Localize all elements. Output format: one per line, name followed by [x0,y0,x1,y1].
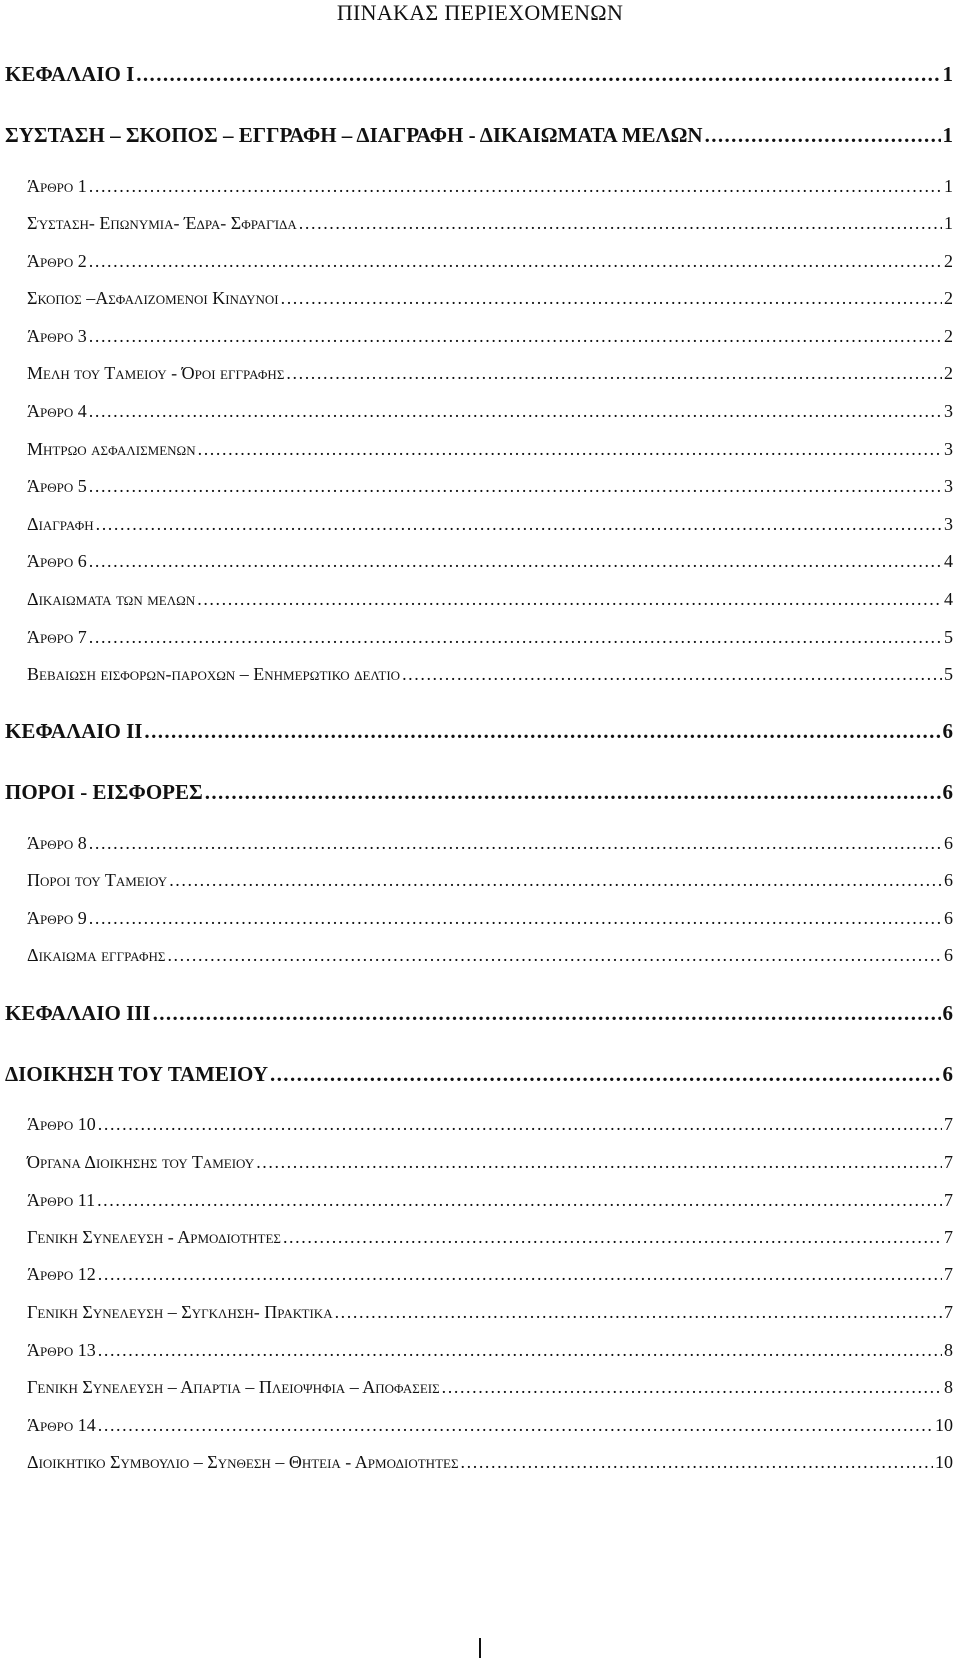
toc-entry-label: Ποροι του Ταμειου [27,870,168,890]
dot-leader [256,1152,942,1173]
toc-entry-label: ΚΕΦΑΛΑΙΟ ΙΙ [5,719,143,743]
toc-entry-label: Άρθρο 3 [27,326,87,346]
toc-entry-label: Βεβαιωση εισφορων-παροχων – Ενημερωτικο δελτιο [27,664,401,684]
toc-heading-entry[interactable] [5,780,953,805]
toc-entry-label: Όργανα Διοικησης του Ταμειου [27,1152,255,1172]
toc-entry[interactable] [27,476,953,497]
toc-entry-page: 4 [944,551,953,571]
toc-entry[interactable] [27,514,953,535]
toc-entry[interactable] [27,589,953,610]
dot-leader [198,439,942,460]
dot-leader [153,1001,941,1026]
dot-leader [89,627,942,648]
dot-leader [167,945,942,966]
dot-leader [335,1302,942,1323]
toc-entry-label: Άρθρο 5 [27,476,87,496]
toc-entry-page: 6 [942,1001,953,1025]
toc-entry-label: Άρθρο 6 [27,551,87,571]
toc-entry-page: 2 [944,363,953,383]
toc-entry-label: Άρθρο 2 [27,251,87,271]
dot-leader [286,363,942,384]
toc-entry-page: 10 [935,1415,953,1435]
toc-entry-label: Άρθρο 14 [27,1415,96,1435]
toc-entry[interactable] [27,439,953,460]
toc-entry-page: 2 [944,288,953,308]
dot-leader [197,589,942,610]
toc-entry[interactable] [27,1452,953,1473]
toc-entry[interactable] [27,870,953,891]
page-number [479,1638,481,1658]
toc-entry-page: 6 [944,833,953,853]
toc-entry-label: Άρθρο 7 [27,627,87,647]
dot-leader [89,176,942,197]
toc-entry[interactable] [27,1377,953,1398]
toc-entry[interactable] [27,288,953,309]
toc-entry-page: 1 [942,62,953,86]
dot-leader [461,1452,933,1473]
toc-entry-page: 7 [944,1152,953,1172]
toc-entry-page: 3 [944,476,953,496]
toc-entry-label: Γενικη Συνελευση – Συγκληση- Πρακτικα [27,1302,333,1322]
toc-entry[interactable] [27,1340,953,1361]
dot-leader [98,1264,942,1285]
toc-entry-page: 7 [944,1264,953,1284]
toc-entry[interactable] [27,1190,953,1211]
toc-entry-label: Σκοπος –Ασφαλιζομενοι Κινδυνοι [27,288,279,308]
toc-entry[interactable] [27,908,953,929]
toc-entry[interactable] [27,401,953,422]
toc-entry-label: Σύσταση- Επωνυμια- Έδρα- Σφραγίδα [27,213,297,233]
toc-entry-page: 3 [944,439,953,459]
toc-entry[interactable] [27,213,953,234]
dot-leader [442,1377,942,1398]
dot-leader [97,1190,942,1211]
toc-entry-label: ΔΙΟΙΚΗΣΗ ΤΟΥ ΤΑΜΕΙΟΥ [5,1062,268,1086]
toc-entry-page: 6 [944,908,953,928]
toc-entry-label: Άρθρο 12 [27,1264,96,1284]
toc-entry-page: 1 [944,176,953,196]
dot-leader [299,213,942,234]
toc-entry-page: 7 [944,1190,953,1210]
toc-entry-label: Γενικη Συνελευση - Αρμοδιοτητες [27,1227,281,1247]
toc-entry-label: Διοικητικο Συμβουλιο – Συνθεση – Θητεια - Αρμοδιοτητες [27,1452,459,1472]
dot-leader [270,1062,941,1087]
toc-entry[interactable] [27,1152,953,1173]
toc-entry-page: 6 [942,1062,953,1086]
dot-leader [402,664,942,685]
toc-entry-page: 6 [942,719,953,743]
toc-entry-page: 7 [944,1302,953,1322]
dot-leader [281,288,942,309]
toc-entry-label: Μητρωο ασφαλισμενων [27,439,196,459]
toc-entry-page: 7 [944,1227,953,1247]
toc-entry-page: 6 [944,945,953,965]
toc-entry-label: ΣΥΣΤΑΣΗ – ΣΚΟΠΟΣ – ΕΓΓΡΑΦΗ – ΔΙΑΓΡΑΦΗ - ΔΙΚΑΙΩΜΑΤΑ ΜΕΛΩΝ [5,123,703,147]
toc-entry[interactable] [27,1415,953,1436]
toc-entry-label: Δικαιωματα των μελων [27,589,196,609]
toc-entry[interactable] [27,176,953,197]
toc-entry[interactable] [27,833,953,854]
toc-entry[interactable] [27,363,953,384]
dot-leader [136,62,940,87]
dot-leader [98,1114,942,1135]
dot-leader [89,401,942,422]
toc-entry-page: 1 [942,123,953,147]
toc-entry[interactable] [27,945,953,966]
toc-entry-label: Άρθρο 10 [27,1114,96,1134]
toc-heading-entry[interactable] [5,1001,953,1026]
toc-entry-label: Άρθρο 13 [27,1340,96,1360]
toc-entry-label: ΚΕΦΑΛΑΙΟ Ι [5,62,135,86]
toc-entry-page: 6 [944,870,953,890]
toc-entry-label: Άρθρο 1 [27,176,87,196]
dot-leader [98,1340,942,1361]
toc-entry-label: Άρθρο 8 [27,833,87,853]
toc-entry-page: 6 [942,780,953,804]
toc-heading-entry[interactable] [5,719,953,744]
toc-title: ΠΙΝΑΚΑΣ ΠΕΡΙΕΧΟΜΕΝΩΝ [336,0,624,25]
toc-entry[interactable] [27,326,953,347]
dot-leader [89,551,942,572]
toc-entry-page: 8 [944,1340,953,1360]
toc-entry-page: 4 [944,589,953,609]
toc-entry[interactable] [27,1302,953,1323]
toc-entry-label: Άρθρο 11 [27,1190,96,1210]
dot-leader [89,251,942,272]
dot-leader [89,476,942,497]
toc-entry-page: 10 [935,1452,953,1472]
toc-heading-entry[interactable] [5,123,953,148]
toc-entry-page: 1 [944,213,953,233]
toc-entry-page: 5 [944,627,953,647]
toc-entry-label: ΠΟΡΟΙ - ΕΙΣΦΟΡΕΣ [5,780,203,804]
toc-entry-page: 3 [944,401,953,421]
toc-entry-page: 8 [944,1377,953,1397]
toc-entry-page: 3 [944,514,953,534]
dot-leader [283,1227,942,1248]
toc-entry[interactable] [27,551,953,572]
toc-entry-label: Μελη του Ταμειου - Όροι εγγραφης [27,363,285,383]
toc-entry-page: 2 [944,326,953,346]
dot-leader [89,833,942,854]
toc-entry[interactable] [27,664,953,685]
dot-leader [705,123,941,148]
dot-leader [205,780,941,805]
toc-entry-label: Άρθρο 9 [27,908,87,928]
toc-entry[interactable] [27,1227,953,1248]
toc-entry[interactable] [27,251,953,272]
toc-heading-entry[interactable] [5,1062,953,1087]
dot-leader [89,908,942,929]
toc-entry-page: 2 [944,251,953,271]
dot-leader [144,719,940,744]
toc-entry-page: 5 [944,664,953,684]
toc-entry[interactable] [27,627,953,648]
toc-heading-entry[interactable] [5,62,953,87]
toc-entry-label: Γενικη Συνελευση – Απαρτια – Πλειοψηφια – Αποφασεις [27,1377,440,1397]
dot-leader [98,1415,933,1436]
toc-entry-label: ΚΕΦΑΛΑΙΟ ΙΙΙ [5,1001,151,1025]
toc-entry-page: 7 [944,1114,953,1134]
toc-entry[interactable] [27,1114,953,1135]
dot-leader [89,326,942,347]
toc-entry-label: Διαγραφη [27,514,94,534]
dot-leader [96,514,942,535]
toc-entry[interactable] [27,1264,953,1285]
toc-entry-label: Δικαιωμα εγγραφης [27,945,166,965]
dot-leader [169,870,942,891]
toc-entry-label: Άρθρο 4 [27,401,87,421]
